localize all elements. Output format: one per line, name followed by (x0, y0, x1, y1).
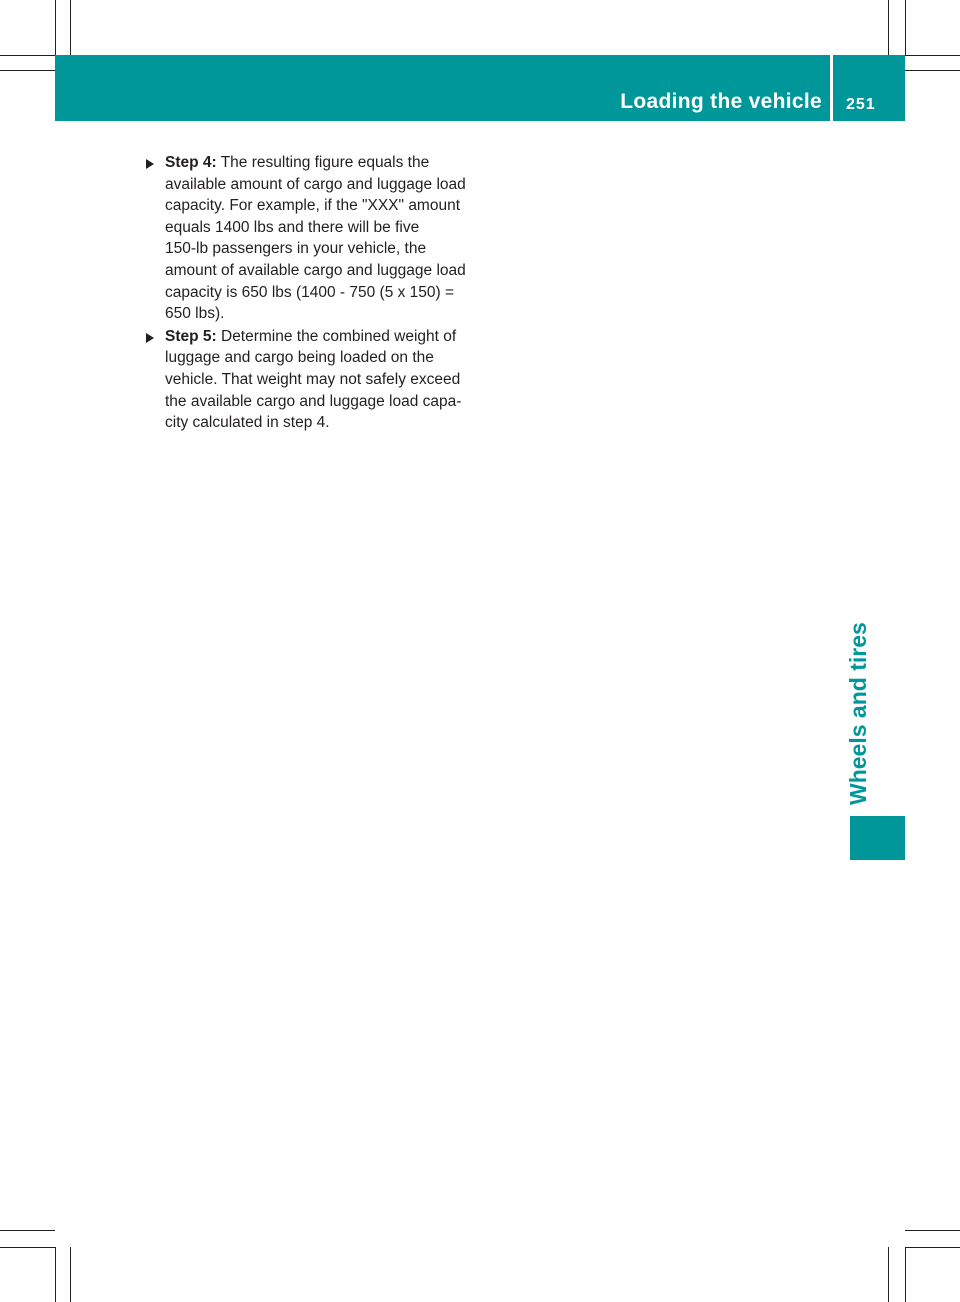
crop-mark (888, 0, 889, 55)
step-line: luggage and cargo being loaded on the (165, 349, 434, 367)
crop-mark (0, 70, 55, 71)
arrow-right-icon (146, 159, 154, 169)
step-text: The resulting figure equals the (216, 154, 430, 171)
step-line: the available cargo and luggage load capa- (165, 392, 462, 410)
crop-mark (70, 0, 71, 55)
step-label: Step 4: (165, 154, 217, 171)
step-line: capacity is 650 lbs (1400 - 750 (5 x 150) = (165, 283, 455, 301)
crop-mark (0, 55, 55, 56)
crop-mark (888, 1247, 889, 1302)
chapter-tab-marker (850, 816, 905, 860)
step-line: capacity. For example, if the "XXX" amount (165, 197, 461, 215)
arrow-right-icon (146, 333, 154, 343)
crop-mark (55, 0, 56, 55)
step-line: equals 1400 lbs and there will be five (165, 218, 420, 236)
step-label: Step 5: (165, 327, 217, 345)
page-number: 251 (846, 96, 876, 113)
step-line: vehicle. That weight may not safely exceed (165, 370, 461, 388)
header-divider (830, 55, 833, 121)
crop-mark (905, 70, 960, 71)
step-line (165, 326, 492, 348)
crop-mark (905, 1230, 960, 1231)
body-content (146, 152, 492, 435)
crop-mark (55, 1247, 56, 1302)
step-item (146, 152, 492, 325)
crop-mark (70, 1247, 71, 1302)
step-item (146, 326, 492, 434)
step-line: available amount of cargo and luggage load (165, 175, 466, 193)
chapter-tab-label: Wheels and tires (845, 622, 871, 805)
step-line: city calculated in step 4. (165, 414, 330, 432)
crop-mark (905, 1247, 906, 1302)
step-line (165, 152, 492, 174)
section-title: Loading the vehicle (620, 90, 822, 113)
step-text: Determine the combined weight of (216, 327, 457, 345)
crop-mark (0, 1247, 55, 1248)
crop-mark (905, 1247, 960, 1248)
step-line: 150-lb passengers in your vehicle, the (165, 240, 427, 258)
step-line: 650 lbs). (165, 305, 225, 323)
crop-mark (905, 55, 960, 56)
step-line: amount of available cargo and luggage load (165, 261, 466, 279)
crop-mark (905, 0, 906, 55)
crop-mark (0, 1230, 55, 1231)
